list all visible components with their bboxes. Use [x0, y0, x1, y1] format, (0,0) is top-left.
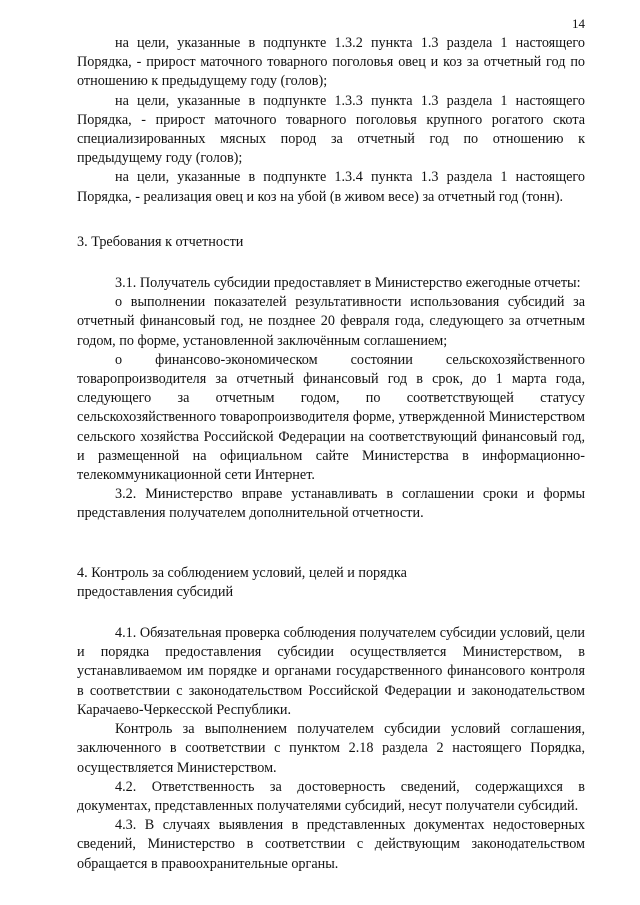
section-4-title: [77, 564, 585, 602]
paragraph-4-3: 4.3. В случаях выявления в представленных документах недостоверных сведений, Министерство в соответствии с действующим законодательством обращается в правоохранительные органы.: [77, 817, 585, 872]
section-4-title-line-2: предоставления субсидий: [77, 583, 234, 600]
paragraph-3-1-b: о финансово-экономическом состоянии сельскохозяйственного товаропроизводителя за отчетный финансовый год в срок, до 1 марта года, следующего за отчетным годом, по соответствующей статусу сельскохозяйственного товаропроизводителя форме, утвержденной Министерством сельского хозяйства Российской Федерации на соответствующий финансовый год, и размещенной на официальном сайте Министерства в информационно-телекоммуникационной сети Интернет.: [77, 351, 585, 484]
page-number: 14: [572, 16, 585, 31]
paragraph-3-2: 3.2. Министерство вправе устанавливать в соглашении сроки и формы представления получателем дополнительной отчетности.: [77, 486, 585, 522]
document-body: [77, 34, 585, 874]
paragraph-3-1-a: о выполнении показателей результативности использования субсидий за отчетный финансовый год, не позднее 20 февраля года, следующего за отчетным годом, по форме, установленной заключённым соглашением;: [77, 294, 585, 349]
paragraph-4-1: 4.1. Обязательная проверка соблюдения получателем субсидии условий, цели и порядка предоставления субсидии осуществляется Министерством, в устанавливаемом им порядке и органами государственного финансового контроля в соответствии с законодательством Российской Федерации и законодательством Карачаево-Черкесской Республики.: [77, 625, 585, 718]
paragraph-1-3-4: на цели, указанные в подпункте 1.3.4 пункта 1.3 раздела 1 настоящего Порядка, - реализация овец и коз на убой (в живом весе) за отчетный год (тонн).: [77, 169, 585, 205]
paragraph-4-2: 4.2. Ответственность за достоверность сведений, содержащихся в документах, представленных получателями субсидий, несут получатели субсидий.: [77, 778, 585, 814]
paragraph-4-1-control: Контроль за выполнением получателем субсидии условий соглашения, заключенного в соответствии с пунктом 2.18 раздела 2 настоящего Порядка, осуществляется Министерством.: [77, 721, 585, 776]
paragraph-1-3-3: на цели, указанные в подпункте 1.3.3 пункта 1.3 раздела 1 настоящего Порядка, - прирост маточного товарного поголовья крупного рогатого скота специализированных мясных пород за отчетный год по отношению к предыдущему году (голов);: [77, 92, 585, 167]
paragraph-3-1: 3.1. Получатель субсидии предоставляет в Министерство ежегодные отчеты:: [115, 275, 581, 292]
paragraph-1-3-2: на цели, указанные в подпункте 1.3.2 пункта 1.3 раздела 1 настоящего Порядка, - прирост маточного товарного поголовья овец и коз за отчетный год по отношению к предыдущему году (голов);: [77, 35, 585, 90]
section-3-title: 3. Требования к отчетности: [77, 233, 244, 250]
section-4-title-line-1: 4. Контроль за соблюдением условий, целей и порядка: [77, 564, 407, 581]
